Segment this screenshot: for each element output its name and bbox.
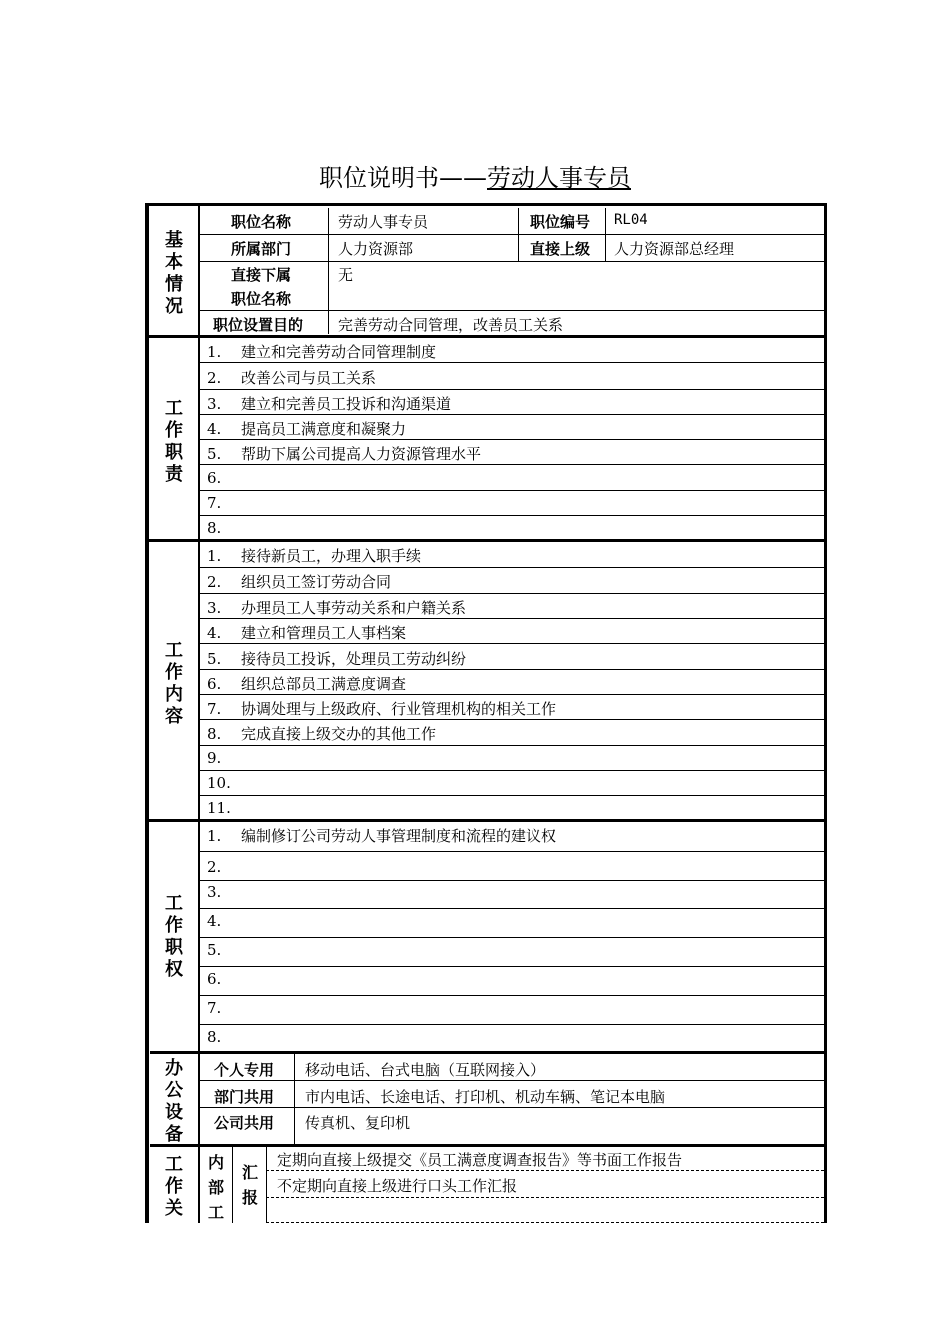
purpose-value: 完善劳动合同管理，改善员工关系	[338, 316, 564, 334]
rule	[198, 234, 824, 235]
content-item: 9.	[207, 749, 222, 767]
rule	[198, 414, 824, 415]
authority-item: 6.	[207, 970, 222, 988]
rule	[198, 490, 824, 491]
relations-col-divider-1	[232, 1146, 233, 1223]
equipment-label-personal: 个人专用	[214, 1061, 275, 1079]
rule	[198, 567, 824, 568]
internal-relations-label: 内 部 工	[207, 1153, 224, 1222]
duty-item: 2. 改善公司与员工关系	[207, 369, 377, 387]
rule	[198, 851, 824, 852]
content-item: 8. 完成直接上级交办的其他工作	[207, 725, 437, 743]
authority-item: 5.	[207, 941, 222, 959]
report-item: 不定期向直接上级进行口头工作汇报	[277, 1177, 518, 1195]
section-label-duties: 工 作 职 责	[165, 398, 183, 485]
subordinate-label-line-2: 职位名称	[231, 290, 292, 308]
duty-item: 6.	[207, 469, 222, 487]
rule	[198, 439, 824, 440]
rule	[198, 464, 824, 465]
content-item: 6. 组织总部员工满意度调查	[207, 675, 407, 693]
department-label: 所属部门	[231, 240, 292, 258]
rule	[198, 694, 824, 695]
content-item: 1. 接待新员工，办理入职手续	[207, 547, 422, 565]
section-rule	[150, 1051, 824, 1054]
equipment-label-department: 部门共用	[214, 1088, 275, 1106]
section-label-basic: 基 本 情 况	[165, 230, 183, 317]
equipment-value-department: 市内电话、长途电话、打印机、机动车辆、笔记本电脑	[305, 1088, 666, 1106]
title-main: 职位说明书——	[319, 164, 487, 192]
dashed-rule	[266, 1170, 824, 1171]
title-position: 劳动人事专员	[487, 164, 631, 192]
subordinate-value: 无	[338, 266, 354, 284]
position-code-value: RL04	[614, 212, 648, 228]
rule	[198, 1080, 824, 1081]
rule	[198, 745, 824, 746]
section-rule	[148, 335, 824, 338]
content-item: 7. 协调处理与上级政府、行业管理机构的相关工作	[207, 700, 557, 718]
dashed-rule	[266, 1222, 824, 1223]
rule	[198, 966, 824, 967]
duty-item: 7.	[207, 494, 222, 512]
content-item: 5. 接待员工投诉，处理员工劳动纠纷	[207, 650, 467, 668]
rule	[198, 310, 824, 311]
report-item: 定期向直接上级提交《员工满意度调查报告》等书面工作报告	[277, 1151, 683, 1169]
content-item: 2. 组织员工签订劳动合同	[207, 573, 392, 591]
rule	[198, 1024, 824, 1025]
rule	[198, 362, 824, 363]
superior-label: 直接上级	[530, 240, 591, 258]
authority-item: 7.	[207, 999, 222, 1017]
rule	[198, 618, 824, 619]
rule	[198, 389, 824, 390]
rule	[198, 643, 824, 644]
content-item: 11.	[207, 799, 231, 817]
section-label-divider	[198, 206, 200, 1223]
position-name-label: 职位名称	[231, 213, 292, 231]
rule	[198, 880, 824, 881]
rule	[198, 261, 824, 262]
content-item: 3. 办理员工人事劳动关系和户籍关系	[207, 599, 467, 617]
section-label-equipment: 办 公 设 备	[165, 1058, 183, 1145]
dashed-rule	[266, 1197, 824, 1198]
authority-item: 8.	[207, 1028, 222, 1046]
authority-item: 3.	[207, 883, 222, 901]
document-title	[0, 158, 950, 193]
section-rule	[148, 819, 824, 822]
section-rule	[148, 539, 824, 542]
rule	[198, 995, 824, 996]
rule	[198, 669, 824, 670]
basic-col-divider-1	[328, 208, 329, 334]
relations-col-divider-2	[266, 1146, 267, 1223]
authority-item: 4.	[207, 912, 222, 930]
rule	[198, 1107, 824, 1108]
rule	[198, 937, 824, 938]
rule	[198, 770, 824, 771]
rule	[198, 719, 824, 720]
section-rule	[150, 1144, 824, 1147]
section-label-relations: 工 作 关	[165, 1154, 183, 1219]
content-item: 4. 建立和管理员工人事档案	[207, 624, 407, 642]
rule	[198, 593, 824, 594]
department-value: 人力资源部	[338, 240, 414, 258]
equipment-col-divider	[294, 1054, 295, 1144]
equipment-value-personal: 移动电话、台式电脑（互联网接入）	[305, 1061, 546, 1079]
position-name-value: 劳动人事专员	[338, 213, 429, 231]
report-label: 汇 报	[241, 1163, 258, 1207]
duty-item: 3. 建立和完善员工投诉和沟通渠道	[207, 395, 452, 413]
rule	[198, 515, 824, 516]
purpose-label: 职位设置目的	[213, 316, 304, 334]
section-label-authority: 工 作 职 权	[165, 893, 183, 980]
basic-col-divider-3	[605, 208, 606, 262]
duty-item: 5. 帮助下属公司提高人力资源管理水平	[207, 445, 482, 463]
equipment-label-company: 公司共用	[214, 1114, 275, 1132]
content-item: 10.	[207, 774, 231, 792]
rule	[198, 795, 824, 796]
basic-col-divider-2	[518, 208, 519, 262]
rule	[198, 908, 824, 909]
equipment-value-company: 传真机、复印机	[305, 1114, 411, 1132]
duty-item: 8.	[207, 519, 222, 537]
section-label-content: 工 作 内 容	[165, 640, 183, 727]
superior-value: 人力资源部总经理	[614, 240, 735, 258]
duty-item: 1. 建立和完善劳动合同管理制度	[207, 343, 437, 361]
subordinate-label-line-1: 直接下属	[231, 266, 292, 284]
authority-item: 2.	[207, 858, 222, 876]
position-code-label: 职位编号	[530, 213, 591, 231]
duty-item: 4. 提高员工满意度和凝聚力	[207, 420, 407, 438]
authority-item: 1. 编制修订公司劳动人事管理制度和流程的建议权	[207, 827, 557, 845]
